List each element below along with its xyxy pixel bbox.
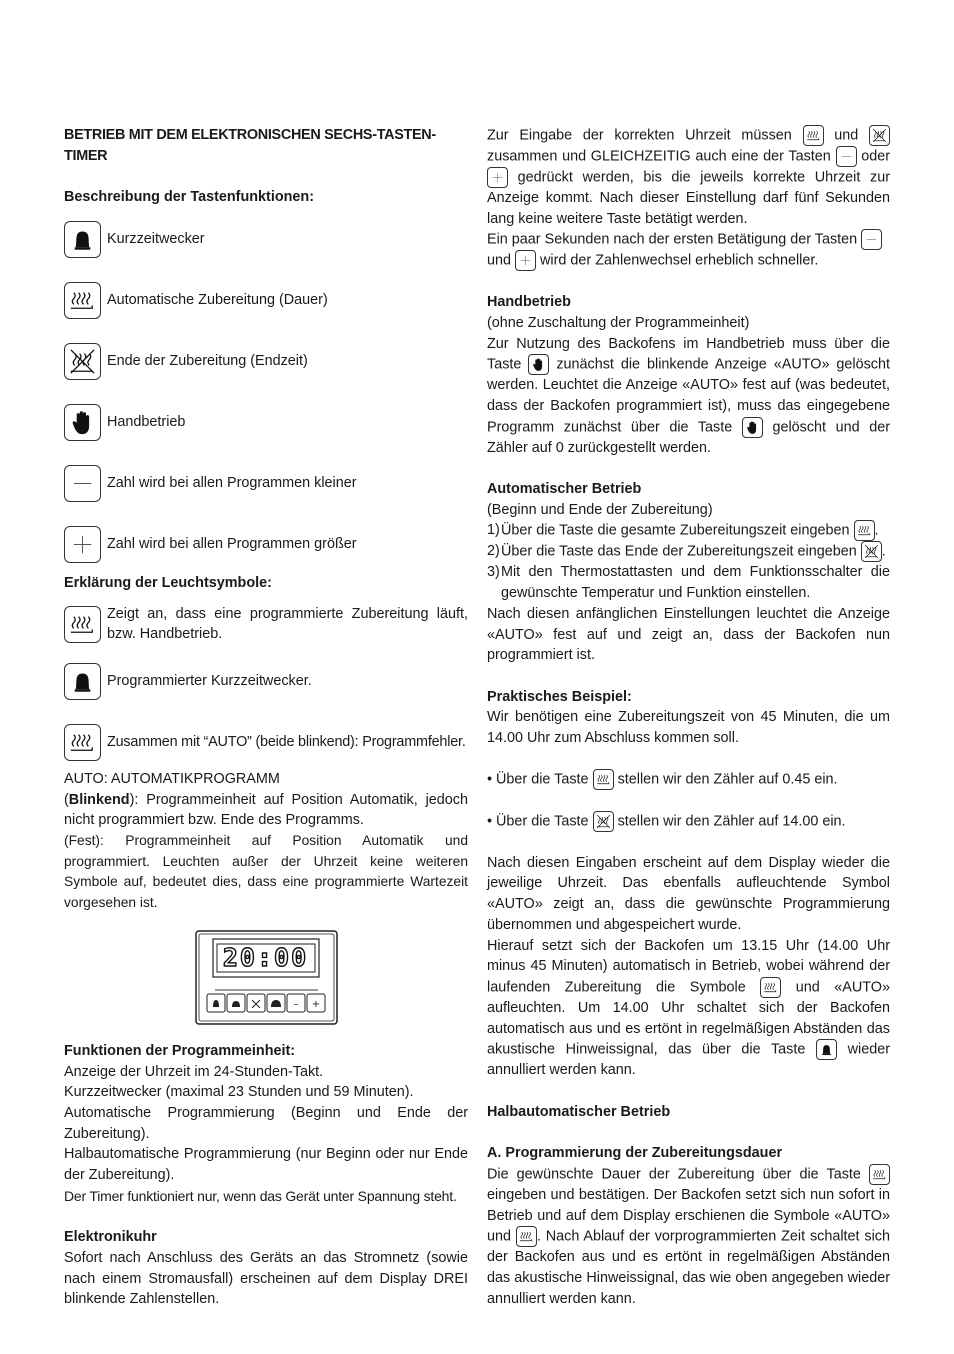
after-text-1: Nach diesen Eingaben erscheint auf dem Display wieder die jeweilige Uhrzeit. Das ebenfalls aufleuchtende Symbol «AUTO» zeigt an, dass die gewünschte Programmierung übernommen und abgespeichert wurde. <box>487 854 890 933</box>
auto-sub: (Beginn und Ende der Zubereitung) <box>487 501 713 518</box>
bell-icon <box>816 1039 837 1060</box>
right-column <box>487 125 890 1309</box>
step-text <box>501 520 890 541</box>
auto-title: Automatischer Betrieb <box>487 481 642 497</box>
key-label: Handbetrieb <box>107 413 186 430</box>
bell-icon <box>64 663 101 700</box>
text-span: eingeben und bestätigen. Der Backofen setzt sich nun sofort in Betrieb und auf dem Display erschienen die Symbole «AUTO» und <box>487 1186 890 1245</box>
timer-illustration <box>195 930 338 1025</box>
cooking-end-icon <box>861 541 882 562</box>
text-span: Hierauf setzt sich der Backofen um 13.15 Uhr (14.00 Uhr minus 45 Minuten) automatisch in Betrieb, wobei während der laufenden Zubereitung die Symbole <box>487 937 890 996</box>
cooking-duration-icon <box>516 1226 537 1247</box>
text-span: gedrückt werden, bis die jeweils korrekte Uhrzeit zur Anzeige kommt. Nach dieser Einstellung darf fünf Sekunden lang keine weitere Taste betätigt werden. <box>487 169 890 227</box>
cooking-end-icon <box>64 343 101 380</box>
text-span: zusammen und GLEICHZEITIG auch eine der Tasten <box>487 148 831 165</box>
example-title: Praktisches Beispiel: <box>487 688 632 705</box>
semi-a-text <box>487 1164 890 1310</box>
svg-text:–: – <box>293 998 298 1010</box>
text-span: . <box>874 522 879 539</box>
cooking-duration-icon <box>803 125 824 146</box>
minus-icon <box>836 146 857 167</box>
intro-paragraph-2 <box>487 229 890 271</box>
function-item: Automatische Programmierung (Beginn und Ende der Zubereitung). <box>64 1104 468 1142</box>
manual-sub: (ohne Zuschaltung der Programmeinheit) <box>487 314 750 331</box>
key-label: Zahl wird bei allen Programmen größer <box>107 535 357 552</box>
key-row-minus <box>64 465 468 502</box>
text-span: wird der Zahlenwechsel erheblich schneller. <box>540 252 819 269</box>
key-row-hand <box>64 404 468 441</box>
auto-title: AUTO: AUTOMATIKPROGRAMM <box>64 770 280 787</box>
left-column <box>64 125 468 1310</box>
text-span: und «AUTO» aufleuchten. Um 14.00 Uhr schaltet sich der Backofen automatisch aus und es ertönt in regelmäßigen Abständen das akustische Hinweissignal, das über die Taste <box>487 979 891 1058</box>
key-label: Kurzzeitwecker <box>107 230 205 247</box>
cooking-duration-icon <box>854 520 875 541</box>
plus-icon <box>515 250 536 271</box>
text-span: Über die Taste das Ende der Zubereitungszeit eingeben <box>501 543 857 560</box>
minus-icon <box>64 465 101 502</box>
text-span: . Nach Ablauf der vorprogrammierten Zeit schaltet sich der Backofen aus und es ertönt in regelmäßigen Abständen das akustische Hinweissignal, das wie oben angegeben wieder annulliert werden kann. <box>487 1228 891 1307</box>
text-span: gelöscht und der Zähler auf 0 zurückgestellt werden. <box>487 418 891 456</box>
semi-a-title: A. Programmierung der Zubereitungsdauer <box>487 1145 783 1162</box>
text-span: Ein paar Sekunden nach der ersten Betätigung der Tasten <box>487 231 858 248</box>
text-span: . <box>881 543 886 560</box>
key-row-bell <box>64 221 468 258</box>
cooking-duration-icon <box>869 1164 890 1185</box>
symbol-text: Zusammen mit “AUTO” (beide blinkend): Programmfehler. <box>107 734 466 751</box>
clock-title: Elektronikuhr <box>64 1229 157 1246</box>
cooking-duration-icon <box>64 606 101 643</box>
manual-text <box>487 334 890 459</box>
key-functions-title: Beschreibung der Tastenfunktionen: <box>64 189 314 206</box>
step-text: Mit den Thermostattasten und dem Funktionsschalter die gewünschte Temperatur und Funktion einstellen. <box>501 564 890 602</box>
key-label: Ende der Zubereitung (Endzeit) <box>107 352 308 369</box>
svg-text:+: + <box>311 998 320 1010</box>
text-span: zunächst die blinkende Anzeige «AUTO» gelöscht werden. Leuchtet die Anzeige «AUTO» fest auf (was bedeutet, dass der Backofen programmiert ist), muss das eingegebene Programm zunächst über die Taste <box>487 356 891 435</box>
step-number: 2) <box>487 543 500 560</box>
function-item: Anzeige der Uhrzeit im 24-Stunden-Takt. <box>64 1063 324 1080</box>
section-heading: BETRIEB MIT DEM ELEKTRONISCHEN SECHS-TASTEN-TIMER <box>64 127 436 164</box>
example-bullet <box>487 769 890 790</box>
key-label: Zahl wird bei allen Programmen kleiner <box>107 474 357 491</box>
example-bullet <box>487 811 890 832</box>
text-span: und <box>834 127 859 144</box>
text-span: Die gewünschte Dauer der Zubereitung über die Taste <box>487 1166 861 1183</box>
symbol-row <box>64 663 468 700</box>
cooking-duration-icon <box>760 977 781 998</box>
text-span: Zur Nutzung des Backofens im Handbetrieb muss über die Taste <box>487 335 890 373</box>
text-span: wieder annulliert werden kann. <box>487 1041 891 1079</box>
plus-icon <box>487 167 508 188</box>
hand-icon <box>64 404 101 441</box>
key-row-plus <box>64 526 468 563</box>
cooking-end-icon <box>593 811 614 832</box>
text-span: und <box>487 252 512 269</box>
step-text <box>501 541 890 562</box>
symbol-text: Zeigt an, dass eine programmierte Zubereitung läuft, bzw. Handbetrieb. <box>107 605 468 643</box>
function-item: Halbautomatische Programmierung (nur Beginn oder nur Ende der Zubereitung). <box>64 1146 468 1184</box>
text-span: stellen wir den Zähler auf 0.45 ein. <box>617 771 838 788</box>
step-item <box>487 541 890 562</box>
step-item <box>487 562 890 603</box>
key-row-end <box>64 343 468 380</box>
text-span: • Über die Taste <box>487 813 589 830</box>
step-number: 1) <box>487 522 500 539</box>
clock-text: Sofort nach Anschluss des Geräts an das Stromnetz (sowie nach einem Stromausfall) erscheinen auf dem Display DREI blinkende Zahlenstellen. <box>64 1249 468 1308</box>
symbol-row <box>64 604 468 645</box>
text-span: Zur Eingabe der korrekten Uhrzeit müssen <box>487 127 792 144</box>
text-span: stellen wir den Zähler auf 14.00 ein. <box>617 813 846 830</box>
symbol-row <box>64 724 468 761</box>
auto-blink-rest: ): Programmeinheit auf Position Automatik, jedoch nicht programmiert bzw. Ende des Programms. <box>64 791 468 829</box>
timer-display: 20:00 <box>222 942 309 972</box>
example-text: Wir benötigen eine Zubereitungszeit von 45 Minuten, die um 14.00 Uhr zum Abschluss kommen soll. <box>487 709 890 747</box>
functions-title: Funktionen der Programmeinheit: <box>64 1042 296 1059</box>
function-item: Der Timer funktioniert nur, wenn das Gerät unter Spannung steht. <box>64 1187 457 1204</box>
cooking-duration-icon <box>593 769 614 790</box>
auto-steps <box>487 520 890 603</box>
auto-blink-bold: Blinkend <box>68 791 130 808</box>
symbols-title: Erklärung der Leuchtsymbole: <box>64 574 272 591</box>
manual-title: Handbetrieb <box>487 294 571 311</box>
after-text-2 <box>487 936 890 1082</box>
hand-icon <box>528 354 549 375</box>
step-item <box>487 520 890 541</box>
auto-blink-text: (Blinkend): Programmeinheit auf Position Automatik, jedoch nicht programmiert bzw. Ende des Programms. <box>64 791 468 829</box>
auto-after: Nach diesen anfänglichen Einstellungen leuchtet die Anzeige «AUTO» fest auf und zeigt an, dass der Backofen nun programmiert ist. <box>487 605 890 664</box>
cooking-end-icon <box>869 125 890 146</box>
intro-paragraph <box>487 125 890 229</box>
step-number: 3) <box>487 564 500 581</box>
cooking-duration-icon <box>64 282 101 319</box>
key-label: Automatische Zubereitung (Dauer) <box>107 291 328 308</box>
auto-fixed-text: (Fest): Programmeinheit auf Position Automatik und programmiert. Leuchten außer der Uhrzeit keine weiteren Symbole auf, bedeutet dies, dass eine programmierte Wartezeit vorgesehen ist. <box>64 833 468 911</box>
key-row-duration <box>64 282 468 319</box>
cooking-duration-icon <box>64 724 101 761</box>
text-span: Über die Taste die gesamte Zubereitungszeit eingeben <box>501 522 850 539</box>
text-span: • Über die Taste <box>487 771 589 788</box>
plus-icon <box>64 526 101 563</box>
bell-icon <box>64 221 101 258</box>
hand-icon <box>742 417 763 438</box>
minus-icon <box>861 229 882 250</box>
semi-title: Halbautomatischer Betrieb <box>487 1103 671 1120</box>
symbol-text: Programmierter Kurzzeitwecker. <box>107 673 312 690</box>
function-item: Kurzzeitwecker (maximal 23 Stunden und 59 Minuten). <box>64 1084 414 1101</box>
text-span: oder <box>861 148 890 165</box>
